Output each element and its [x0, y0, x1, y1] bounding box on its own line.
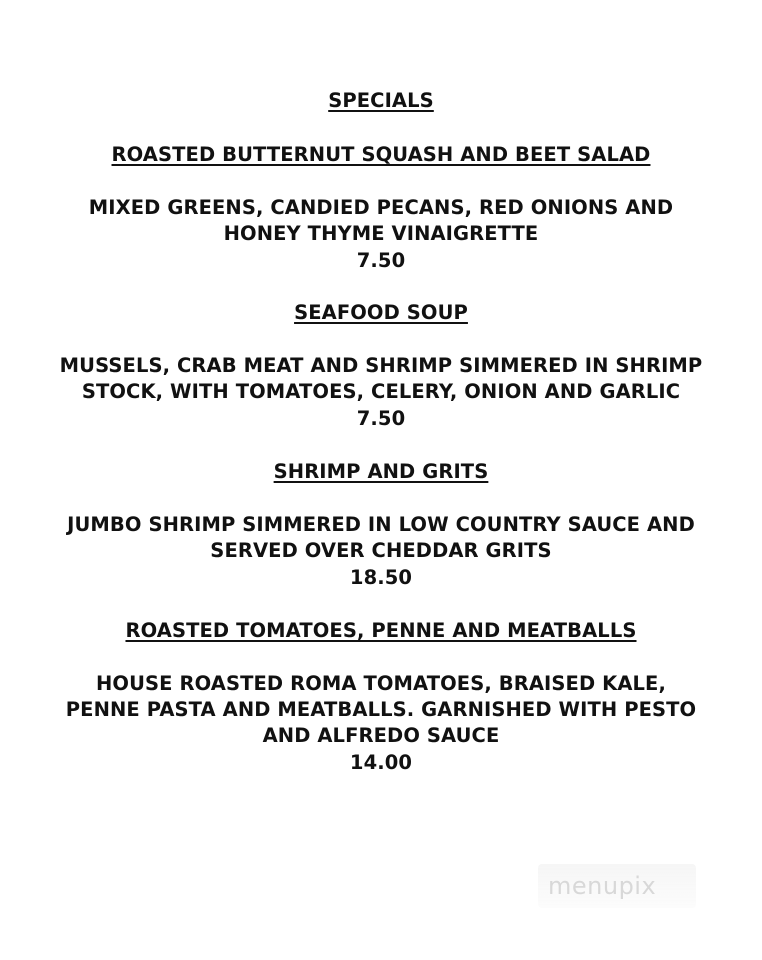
item-name-tomatoes-penne: ROASTED TOMATOES, PENNE AND MEATBALLS [125, 619, 637, 642]
item-price: 18.50 [349, 566, 413, 589]
menu-title: SPECIALS [328, 89, 434, 112]
item-price: 7.50 [356, 249, 406, 272]
item-description-line: MUSSELS, CRAB MEAT AND SHRIMP SIMMERED IN SHRIMP [59, 354, 703, 377]
item-description-line: AND ALFREDO SAUCE [262, 724, 500, 747]
item-description-line: PENNE PASTA AND MEATBALLS. GARNISHED WITH PESTO [65, 698, 697, 721]
item-description-line: HOUSE ROASTED ROMA TOMATOES, BRAISED KALE, [96, 672, 666, 695]
item-description-line: JUMBO SHRIMP SIMMERED IN LOW COUNTRY SAUCE AND [67, 513, 695, 536]
item-price: 14.00 [349, 751, 413, 774]
item-description-line: STOCK, WITH TOMATOES, CELERY, ONION AND GARLIC [81, 380, 681, 403]
item-description-line: HONEY THYME VINAIGRETTE [223, 222, 539, 245]
item-description-line: MIXED GREENS, CANDIED PECANS, RED ONIONS AND [88, 196, 674, 219]
item-description-line: SERVED OVER CHEDDAR GRITS [210, 539, 552, 562]
item-name-squash-salad: ROASTED BUTTERNUT SQUASH AND BEET SALAD [111, 143, 651, 166]
item-price: 7.50 [356, 407, 406, 430]
item-name-seafood-soup: SEAFOOD SOUP [294, 301, 468, 324]
menupix-watermark: menupix [548, 872, 657, 900]
item-name-shrimp-grits: SHRIMP AND GRITS [273, 460, 489, 483]
